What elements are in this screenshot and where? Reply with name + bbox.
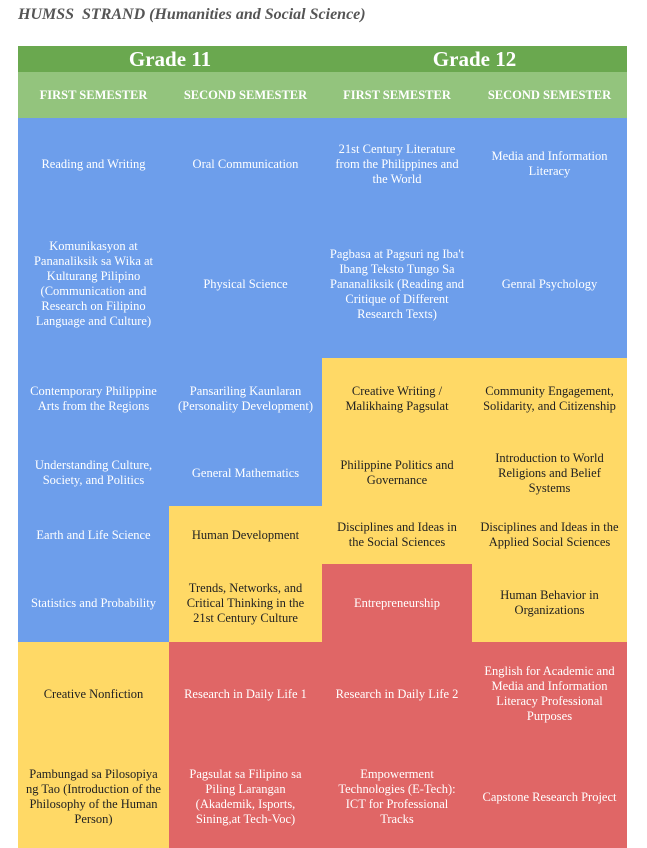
subject-cell: Pagsulat sa Filipino sa Piling Larangan (Akademik, Isports, Sining,at Tech-Voc) — [169, 746, 322, 848]
subject-cell: Capstone Research Project — [472, 746, 627, 848]
subject-cell: Statistics and Probability — [18, 564, 169, 642]
semester-header: FIRST SEMESTER — [343, 88, 451, 102]
subject-cell: Physical Science — [169, 210, 322, 358]
page-title: HUMSS STRAND (Humanities and Social Science) — [18, 6, 366, 23]
subject-cell: Disciplines and Ideas in the Applied Social Sciences — [472, 506, 627, 564]
subject-cell: Creative Nonfiction — [18, 642, 169, 746]
subject-cell: 21st Century Literature from the Philippines and the World — [322, 118, 472, 210]
grade-11-header: Grade 11 — [128, 47, 212, 71]
grade-header-row — [18, 46, 627, 72]
subject-cell: Introduction to World Religions and Belief Systems — [472, 440, 627, 506]
subject-cell: Contemporary Philippine Arts from the Regions — [18, 358, 169, 440]
subject-cell: Creative Writing / Malikhaing Pagsulat — [322, 358, 472, 440]
subject-cell: Reading and Writing — [18, 118, 169, 210]
subject-cell: Entrepreneurship — [322, 564, 472, 642]
semester-header-row — [18, 72, 627, 118]
grade-12-header: Grade 12 — [432, 47, 517, 71]
subject-cell: Philippine Politics and Governance — [322, 440, 472, 506]
semester-header: SECOND SEMESTER — [487, 88, 612, 102]
subject-cell: Earth and Life Science — [18, 506, 169, 564]
subject-cell: Empowerment Technologies (E-Tech): ICT for Professional Tracks — [322, 746, 472, 848]
subject-cell: Human Development — [169, 506, 322, 564]
subject-cell: Oral Communication — [169, 118, 322, 210]
subject-cell: General Mathematics — [169, 440, 322, 506]
subject-cell: Human Behavior in Organizations — [472, 564, 627, 642]
subject-cell: English for Academic and Media and Information Literacy Professional Purposes — [472, 642, 627, 746]
subject-cell: Pambungad sa Pilosopiya ng Tao (Introduction of the Philosophy of the Human Person) — [18, 746, 169, 848]
subject-cell: Community Engagement, Solidarity, and Citizenship — [472, 358, 627, 440]
subject-cell: Research in Daily Life 2 — [322, 642, 472, 746]
subject-cell: Komunikasyon at Pananaliksik sa Wika at Kulturang Pilipino (Communication and Research on Filipino Language and Culture) — [18, 210, 169, 358]
subject-cell: Pagbasa at Pagsuri ng Iba't Ibang Teksto Tungo Sa Pananaliksik (Reading and Critique of Different Research Texts) — [322, 210, 472, 358]
subject-cell: Pansariling Kaunlaran (Personality Development) — [169, 358, 322, 440]
subject-cell: Genral Psychology — [472, 210, 627, 358]
subject-cell: Trends, Networks, and Critical Thinking in the 21st Century Culture — [169, 564, 322, 642]
curriculum-table — [18, 46, 627, 848]
subject-cell: Research in Daily Life 1 — [169, 642, 322, 746]
semester-header: SECOND SEMESTER — [183, 88, 308, 102]
subject-cell: Media and Information Literacy — [472, 118, 627, 210]
subject-cell: Disciplines and Ideas in the Social Sciences — [322, 506, 472, 564]
subject-cell: Understanding Culture, Society, and Politics — [18, 440, 169, 506]
semester-header: FIRST SEMESTER — [39, 88, 148, 102]
